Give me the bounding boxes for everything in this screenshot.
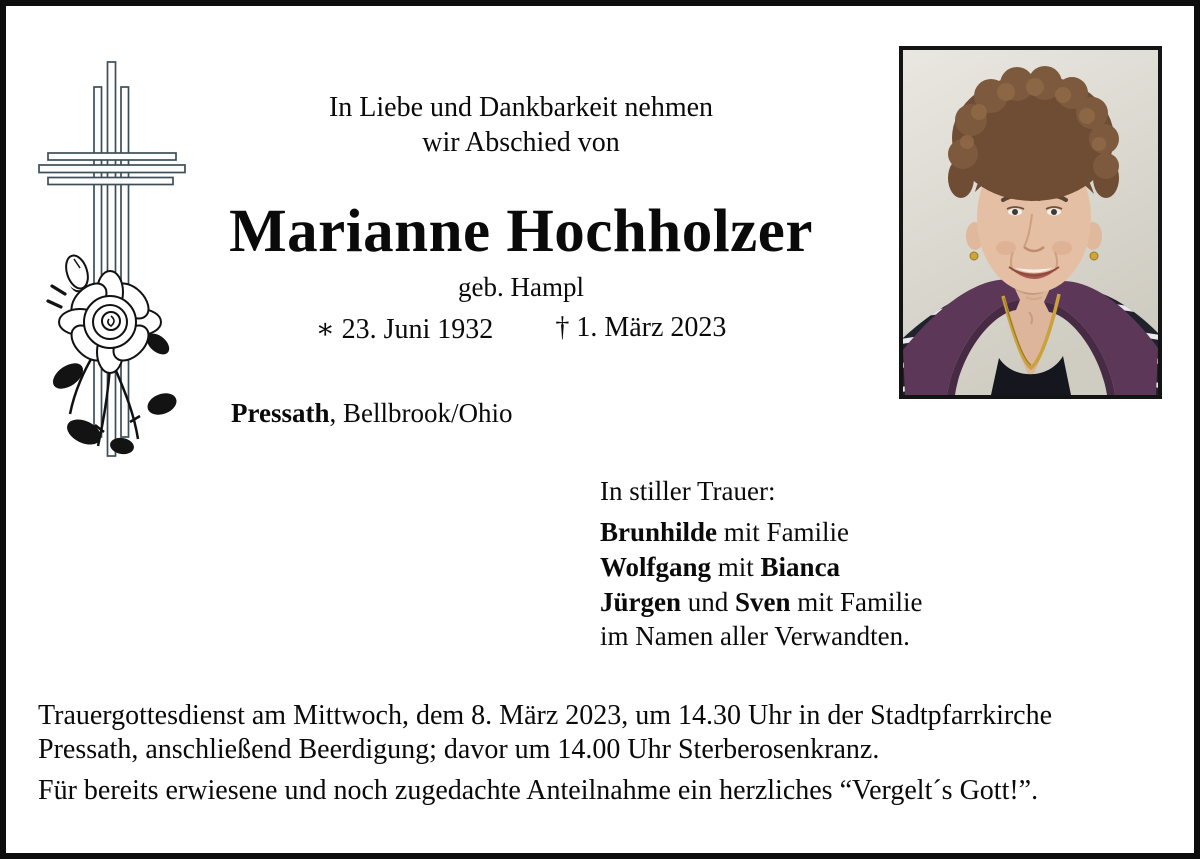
text-segment: mit Familie [790, 586, 923, 617]
birth-date: ∗ 23. Juni 1932 [315, 314, 494, 345]
birth-name: geb. Hampl [458, 272, 584, 302]
mourner-line [600, 585, 923, 620]
places-line [231, 398, 513, 429]
text-segment: Pressath [231, 398, 330, 428]
text-segment: mit [711, 551, 761, 582]
text-segment: mit Familie [717, 517, 850, 547]
deceased-name: Marianne Hochholzer [229, 198, 813, 265]
text-segment: Bianca [760, 551, 841, 582]
text-segment: , Bellbrook/Ohio [329, 398, 513, 428]
text-segment: und [681, 586, 735, 617]
portrait-photo [899, 46, 1162, 399]
text-segment: Brunhilde [600, 517, 718, 547]
mourner-line [600, 550, 923, 585]
intro-text [171, 90, 871, 160]
mourners-header: In stiller Trauer: [600, 476, 776, 506]
text-segment: Wolfgang [600, 551, 712, 582]
death-date: † 1. März 2023 [555, 312, 727, 343]
text-segment: Jürgen [600, 586, 681, 617]
thanks-line: Für bereits erwiesene und noch zugedachte Anteilnahme ein herzliches “Vergelt´s Gott!”. [38, 775, 1039, 806]
life-dates [171, 312, 871, 346]
text-segment: im Namen aller Verwandten. [600, 621, 910, 652]
service-line-2: Pressath, anschließend Beerdigung; davor um 14.00 Uhr Sterberosenkranz. [38, 733, 880, 765]
mourner-line [600, 619, 923, 654]
service-announcement [38, 699, 1052, 766]
mourner-line [600, 515, 923, 550]
intro-line-1: In Liebe und Dankbarkeit nehmen [328, 92, 714, 123]
intro-line-2: wir Abschied von [422, 127, 620, 158]
service-line-1: Trauergottesdienst am Mittwoch, dem 8. März 2023, um 14.30 Uhr in der Stadtpfarrkirche [38, 700, 1053, 731]
mourners-block [600, 474, 923, 654]
text-segment: Sven [735, 586, 791, 617]
